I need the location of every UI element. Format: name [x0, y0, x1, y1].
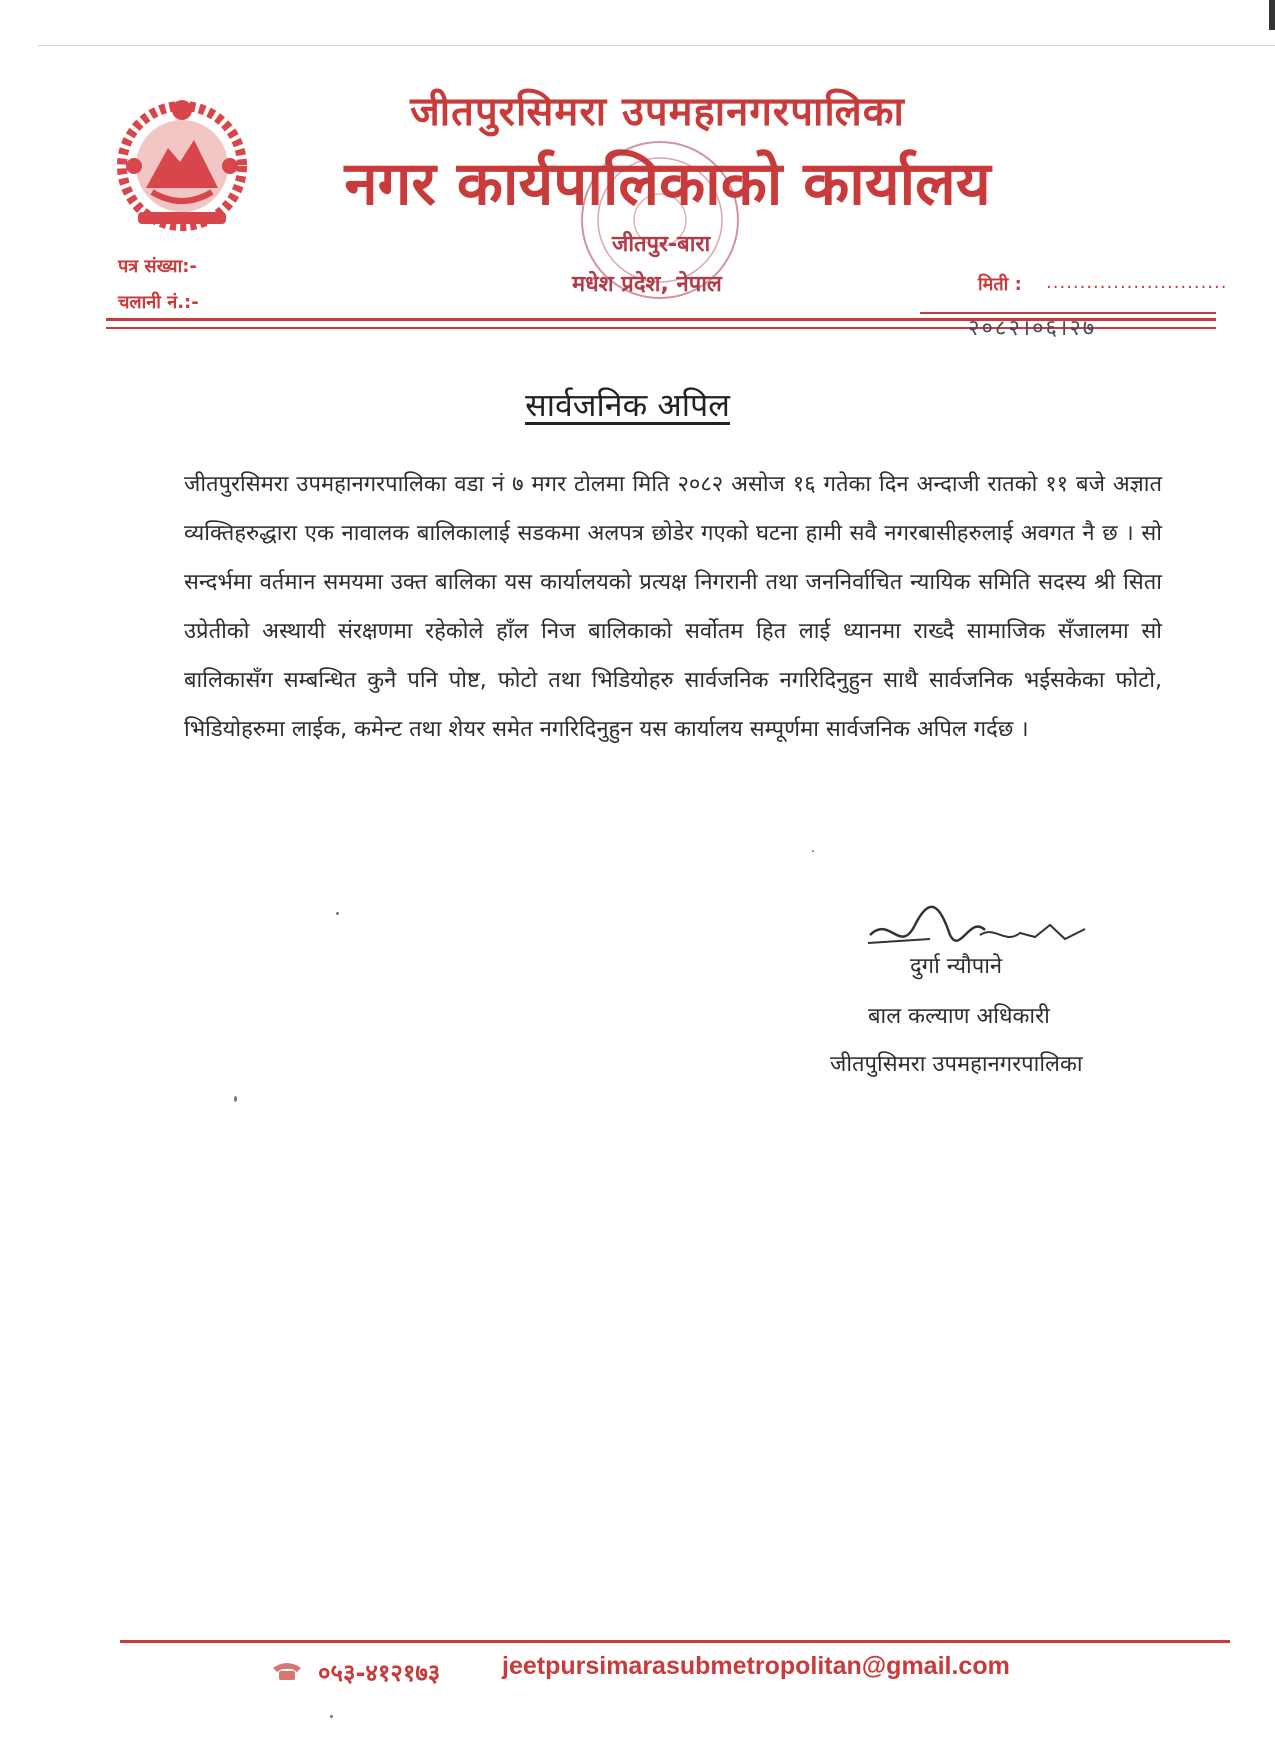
phone-icon — [270, 1660, 304, 1682]
scan-speck — [330, 1715, 333, 1718]
miti-dots: ........................... — [1046, 272, 1228, 293]
signatory-designation: बाल कल्याण अधिकारी — [868, 1004, 1050, 1029]
stamp-line-1: जीतपुर-बारा — [612, 232, 711, 257]
chalani-label: चलानी नं.:- — [118, 292, 199, 313]
footer-email: jeetpursimarasubmetropolitan@gmail.com — [502, 1652, 1010, 1680]
footer-rule — [120, 1640, 1230, 1643]
appeal-body: जीतपुरसिमरा उपमहानगरपालिका वडा नं ७ मगर टोलमा मिति २०८२ असोज १६ गतेका दिन अन्दाजी रातको ११ बजे अज्ञात व्यक्तिहरुद्धारा एक नावालक बालिकालाई सडकमा अलपत्र छोडेर गएको घटना हामी सवै नगरबासीहरुलाई अवगत नै छ । सो सन्दर्भमा वर्तमान समयमा उक्त बालिका यस कार्यालयको प्रत्यक्ष निगरानी तथा जननिर्वाचित न्यायिक समिति सदस्य श्री सिता उप्रेतीको अस्थायी संरक्षणमा रहेकोले हाँल निज बालिकाको सर्वोतम हित लाई ध्यानमा राख्दै सामाजिक सँजालमा सो बालिकासँग सम्बन्धित कुनै पनि पोष्ट, फोटो तथा भिडियोहरु सार्वजनिक नगरिदिनुहुन साथै सार्वजनिक भईसकेका फोटो, भिडियोहरुमा लाईक, कमेन्ट तथा शेयर समेत नगरिदिनुहुन यस कार्यालय सम्पूर्णमा सार्वजनिक अपिल गर्दछ । — [184, 472, 1162, 742]
scan-speck — [812, 850, 814, 852]
signatory-organization: जीतपुसिमरा उपमहानगरपालिका — [830, 1052, 1083, 1077]
patra-sankhya-label: पत्र संख्या:- — [118, 256, 197, 277]
footer-phone: ०५३-४१२१७३ — [318, 1659, 441, 1687]
signatory-name: दुर्गा न्यौपाने — [910, 954, 1003, 979]
scan-speck — [234, 1096, 237, 1102]
scan-edge-mark — [1269, 0, 1275, 30]
handwritten-date: २०८२।०६।२७ — [968, 316, 1097, 341]
municipality-name: जीतपुरसिमरा उपमहानगरपालिका — [410, 89, 905, 135]
scan-speck — [336, 912, 339, 915]
stamp-line-2: मधेश प्रदेश, नेपाल — [572, 272, 722, 297]
scan-top-line — [38, 45, 1275, 46]
office-name: नगर कार्यपालिकाको कार्यालय — [344, 149, 991, 219]
miti-label: मिती : — [978, 274, 1022, 295]
page-title: सार्वजनिक अपिल — [525, 386, 730, 424]
